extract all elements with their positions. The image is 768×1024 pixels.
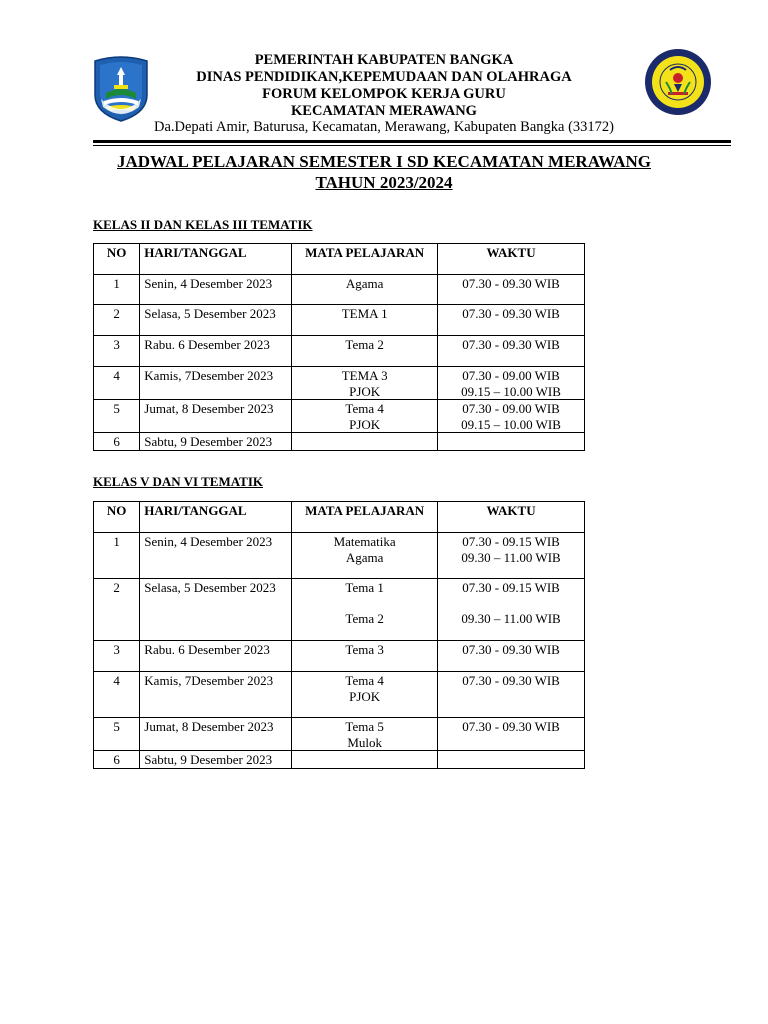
cell-subject [292,579,438,641]
cell-day: Senin, 4 Desember 2023 [140,533,292,579]
cell-no: 2 [94,579,140,641]
column-header-day: HARI/TANGGAL [140,244,292,275]
cell-day: Selasa, 5 Desember 2023 [140,579,292,641]
cell-no: 5 [94,718,140,751]
cell-no: 4 [94,367,140,400]
time-line: 07.30 - 09.30 WIB [462,306,560,321]
cell-no: 3 [94,336,140,367]
column-header-no: NO [94,502,140,533]
subject-line: Tema 2 [345,337,384,352]
cell-no: 3 [94,641,140,672]
cell-time [438,336,585,367]
column-header-no: NO [94,244,140,275]
cell-no: 5 [94,400,140,433]
cell-time [438,672,585,718]
time-line: 07.30 - 09.00 WIB [462,368,560,383]
time-line: 07.30 - 09.30 WIB [462,673,560,688]
table-row [94,400,585,433]
cell-no: 1 [94,275,140,305]
subject-line: PJOK [349,688,381,704]
cell-subject [292,305,438,336]
cell-subject [292,367,438,400]
document-title-line-2: TAHUN 2023/2024 [315,173,453,192]
subject-line: PJOK [349,416,381,432]
cell-time [438,275,585,305]
column-header-subject: MATA PELAJARAN [292,502,438,533]
subject-line: TEMA 1 [341,306,388,321]
time-line: 09.30 – 11.00 WIB [461,549,561,565]
cell-time [438,367,585,400]
cell-time [438,305,585,336]
letterhead-line-4: KECAMATAN MERAWANG [291,103,477,119]
table-row [94,579,585,641]
cell-subject [292,533,438,579]
section-title-kelas-2-3: KELAS II DAN KELAS III TEMATIK [93,217,313,232]
schedule-table-body [94,533,585,769]
subject-line [296,596,433,612]
cell-time [438,751,585,769]
time-line: 07.30 - 09.30 WIB [462,337,560,352]
cell-day: Senin, 4 Desember 2023 [140,275,292,305]
column-header-time: WAKTU [438,244,585,275]
cell-day: Rabu. 6 Desember 2023 [140,641,292,672]
cell-subject [292,751,438,769]
letterhead-line-1: PEMERINTAH KABUPATEN BANGKA [254,52,514,68]
subject-line: Agama [345,276,384,291]
subject-line: Tema 1 [345,580,384,595]
table-row [94,672,585,718]
table-row [94,305,585,336]
cell-subject [292,275,438,305]
cell-no: 4 [94,672,140,718]
subject-line: Matematika [333,534,396,549]
letterhead-rule-thick [93,140,731,143]
column-header-subject: MATA PELAJARAN [292,244,438,275]
subject-line: PJOK [349,383,381,399]
time-line: 07.30 - 09.30 WIB [462,642,560,657]
letterhead-line-2: DINAS PENDIDIKAN,KEPEMUDAAN DAN OLAHRAGA [196,69,572,85]
time-line: 07.30 - 09.30 WIB [462,276,560,291]
time-line: 07.30 - 09.15 WIB [462,580,560,595]
subject-line: TEMA 3 [341,368,388,383]
column-header-time: WAKTU [438,502,585,533]
cell-subject [292,718,438,751]
subject-line: Tema 3 [345,642,384,657]
time-line: 07.30 - 09.00 WIB [462,401,560,416]
schedule-table-body [94,275,585,451]
cell-time [438,641,585,672]
cell-subject [292,433,438,451]
table-row [94,336,585,367]
table-header-row [94,502,585,533]
time-line: 09.15 – 10.00 WIB [461,416,561,432]
cell-day: Jumat, 8 Desember 2023 [140,400,292,433]
cell-time [438,579,585,641]
table-row [94,751,585,769]
cell-time [438,718,585,751]
letterhead [0,0,768,150]
cell-subject [292,336,438,367]
cell-day: Kamis, 7Desember 2023 [140,367,292,400]
cell-subject [292,672,438,718]
time-line: 07.30 - 09.30 WIB [462,719,560,734]
subject-line: Tema 4 [345,401,384,416]
schedule-table-kelas-2-3 [93,243,585,451]
table-row [94,367,585,400]
cell-no: 1 [94,533,140,579]
table-header-row [94,244,585,275]
time-line: 09.30 – 11.00 WIB [461,611,561,626]
subject-line: Mulok [347,734,382,750]
cell-day: Rabu. 6 Desember 2023 [140,336,292,367]
table-row [94,433,585,451]
table-row [94,533,585,579]
schedule-table-kelas-5-6 [93,501,585,769]
letterhead-line-3: FORUM KELOMPOK KERJA GURU [262,86,506,102]
subject-line: Agama [345,549,384,565]
subject-line: Tema 2 [345,611,384,626]
time-line [442,596,580,612]
time-line: 07.30 - 09.15 WIB [462,534,560,549]
table-row [94,641,585,672]
table-row [94,718,585,751]
time-line: 09.15 – 10.00 WIB [461,383,561,399]
cell-no: 6 [94,433,140,451]
document-title-line-1: JADWAL PELAJARAN SEMESTER I SD KECAMATAN MERAWANG [117,152,651,171]
cell-time [438,433,585,451]
subject-line: Tema 5 [345,719,384,734]
column-header-day: HARI/TANGGAL [140,502,292,533]
subject-line: Tema 4 [345,673,384,688]
cell-no: 2 [94,305,140,336]
cell-day: Selasa, 5 Desember 2023 [140,305,292,336]
cell-subject [292,641,438,672]
table-row [94,275,585,305]
cell-no: 6 [94,751,140,769]
cell-day: Kamis, 7Desember 2023 [140,672,292,718]
letterhead-rule-thin [93,145,731,146]
letterhead-address: Da.Depati Amir, Baturusa, Kecamatan, Merawang, Kabupaten Bangka (33172) [153,119,615,135]
section-title-kelas-5-6: KELAS V DAN VI TEMATIK [93,474,264,489]
cell-subject [292,400,438,433]
cell-day: Sabtu, 9 Desember 2023 [140,751,292,769]
cell-time [438,400,585,433]
cell-day: Jumat, 8 Desember 2023 [140,718,292,751]
cell-time [438,533,585,579]
kkg-merawang-logo [644,48,712,116]
cell-day: Sabtu, 9 Desember 2023 [140,433,292,451]
